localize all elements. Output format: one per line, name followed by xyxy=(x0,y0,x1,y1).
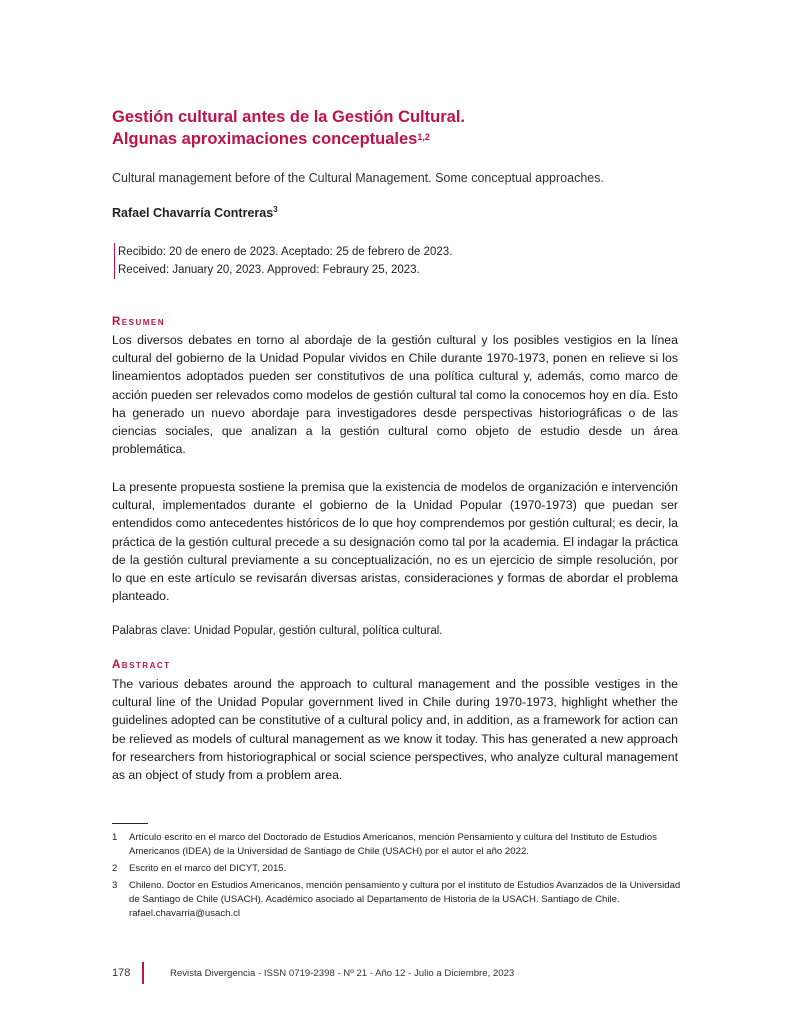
dates-spanish: Recibido: 20 de enero de 2023. Aceptado: 25 de febrero de 2023. xyxy=(118,246,453,258)
footnote-divider xyxy=(112,823,148,824)
dates-english: Received: January 20, 2023. Approved: Febraury 25, 2023. xyxy=(118,264,420,276)
title-footnote-ref[interactable]: 1,2 xyxy=(417,132,430,142)
abstract-paragraph-1: The various debates around the approach to cultural management and the possible vestiges in the cultural line of the Unidad Popular government lived in Chile during 1970-1973, highlight whether the guidelines adopted can be constitutive of a cultural policy and, in addition, as a framework for action can be relieved as models of cultural management as we know it today. This has generated a new approach for researchers from historiographical or social science perspectives, who analyze cultural management as an object of study from a problem area. xyxy=(112,677,678,783)
abstract-heading: Abstract xyxy=(112,659,171,671)
author-name xyxy=(112,206,278,220)
footnote-3 xyxy=(112,879,682,921)
keywords: Palabras clave: Unidad Popular, gestión cultural, política cultural. xyxy=(112,625,443,637)
footnote-number: 1 xyxy=(112,832,118,843)
page-footer xyxy=(112,962,514,984)
title-line-2-text: Algunas aproximaciones conceptuales xyxy=(112,130,418,148)
title-line-1: Gestión cultural antes de la Gestión Cultural. xyxy=(112,108,465,126)
footnote-number: 2 xyxy=(112,863,118,874)
page-number: 178 xyxy=(112,967,131,979)
footnote-1 xyxy=(112,831,682,859)
article-title xyxy=(112,106,712,150)
submission-dates xyxy=(114,243,452,279)
footnote-text: Artículo escrito en el marco del Doctorado de Estudios Americanos, mención Pensamiento y cultura del Instituto de Estudios Americanos (IDEA) de la Universidad de Santiago de Chile (USACH) por el autor el año 2022. xyxy=(129,832,657,857)
footnote-number: 3 xyxy=(112,880,118,891)
author-footnote-ref[interactable]: 3 xyxy=(273,205,278,214)
footnote-text: Escrito en el marco del DICYT, 2015. xyxy=(129,863,287,874)
journal-info: Revista Divergencia - ISSN 0719-2398 - Nº 21 - Año 12 - Julio a Diciembre, 2023 xyxy=(170,967,515,979)
resumen-heading: Resumen xyxy=(112,316,166,328)
footnote-2 xyxy=(112,862,682,876)
resumen-paragraph-1: Los diversos debates en torno al abordaje de la gestión cultural y los posibles vestigios en la línea cultural del gobierno de la Unidad Popular vividos en Chile durante 1970-1973, ponen en relieve si los lineamientos adoptados pueden ser constitutivos de una política cultural y, además, como marco de acción pueden ser relevados como modelos de gestión cultural tal como la conocemos hoy en día. Esto ha generado un nuevo abordaje para investigadores desde perspectivas historiográficas o de las ciencias sociales, que analizan a la gestión cultural como objeto de estudio desde un área problemática. xyxy=(112,333,678,457)
resumen-paragraph-2: La presente propuesta sostiene la premisa que la existencia de modelos de organización e intervención cultural, implementados durante el gobierno de la Unidad Popular (1970-1973) que puedan ser entendidos como antecedentes históricos de lo que hoy comprendemos por gestión cultural; es decir, la práctica de la gestión cultural precede a su designación como tal por la academia. El indagar la práctica de la gestión cultural previamente a su conceptualización, no es un ejercicio de simple resolución, por lo que en este artículo se revisarán diversas aristas, consideraciones y formas de abordar el problema planteado. xyxy=(112,480,678,604)
title-line-2 xyxy=(112,128,712,150)
footer-divider xyxy=(142,962,144,984)
author-name-text: Rafael Chavarría Contreras xyxy=(112,206,274,220)
footnote-text: Chileno. Doctor en Estudios Americanos, mención pensamiento y cultura por el instituto de Estudios Avanzados de la Universidad de Santiago de Chile (USACH). Académico asociado al Departamento de Historia de la USACH. Santiago de Chile. rafael.chavarria@usach.cl xyxy=(129,880,681,919)
english-subtitle: Cultural management before of the Cultural Management. Some conceptual approaches. xyxy=(112,171,604,185)
